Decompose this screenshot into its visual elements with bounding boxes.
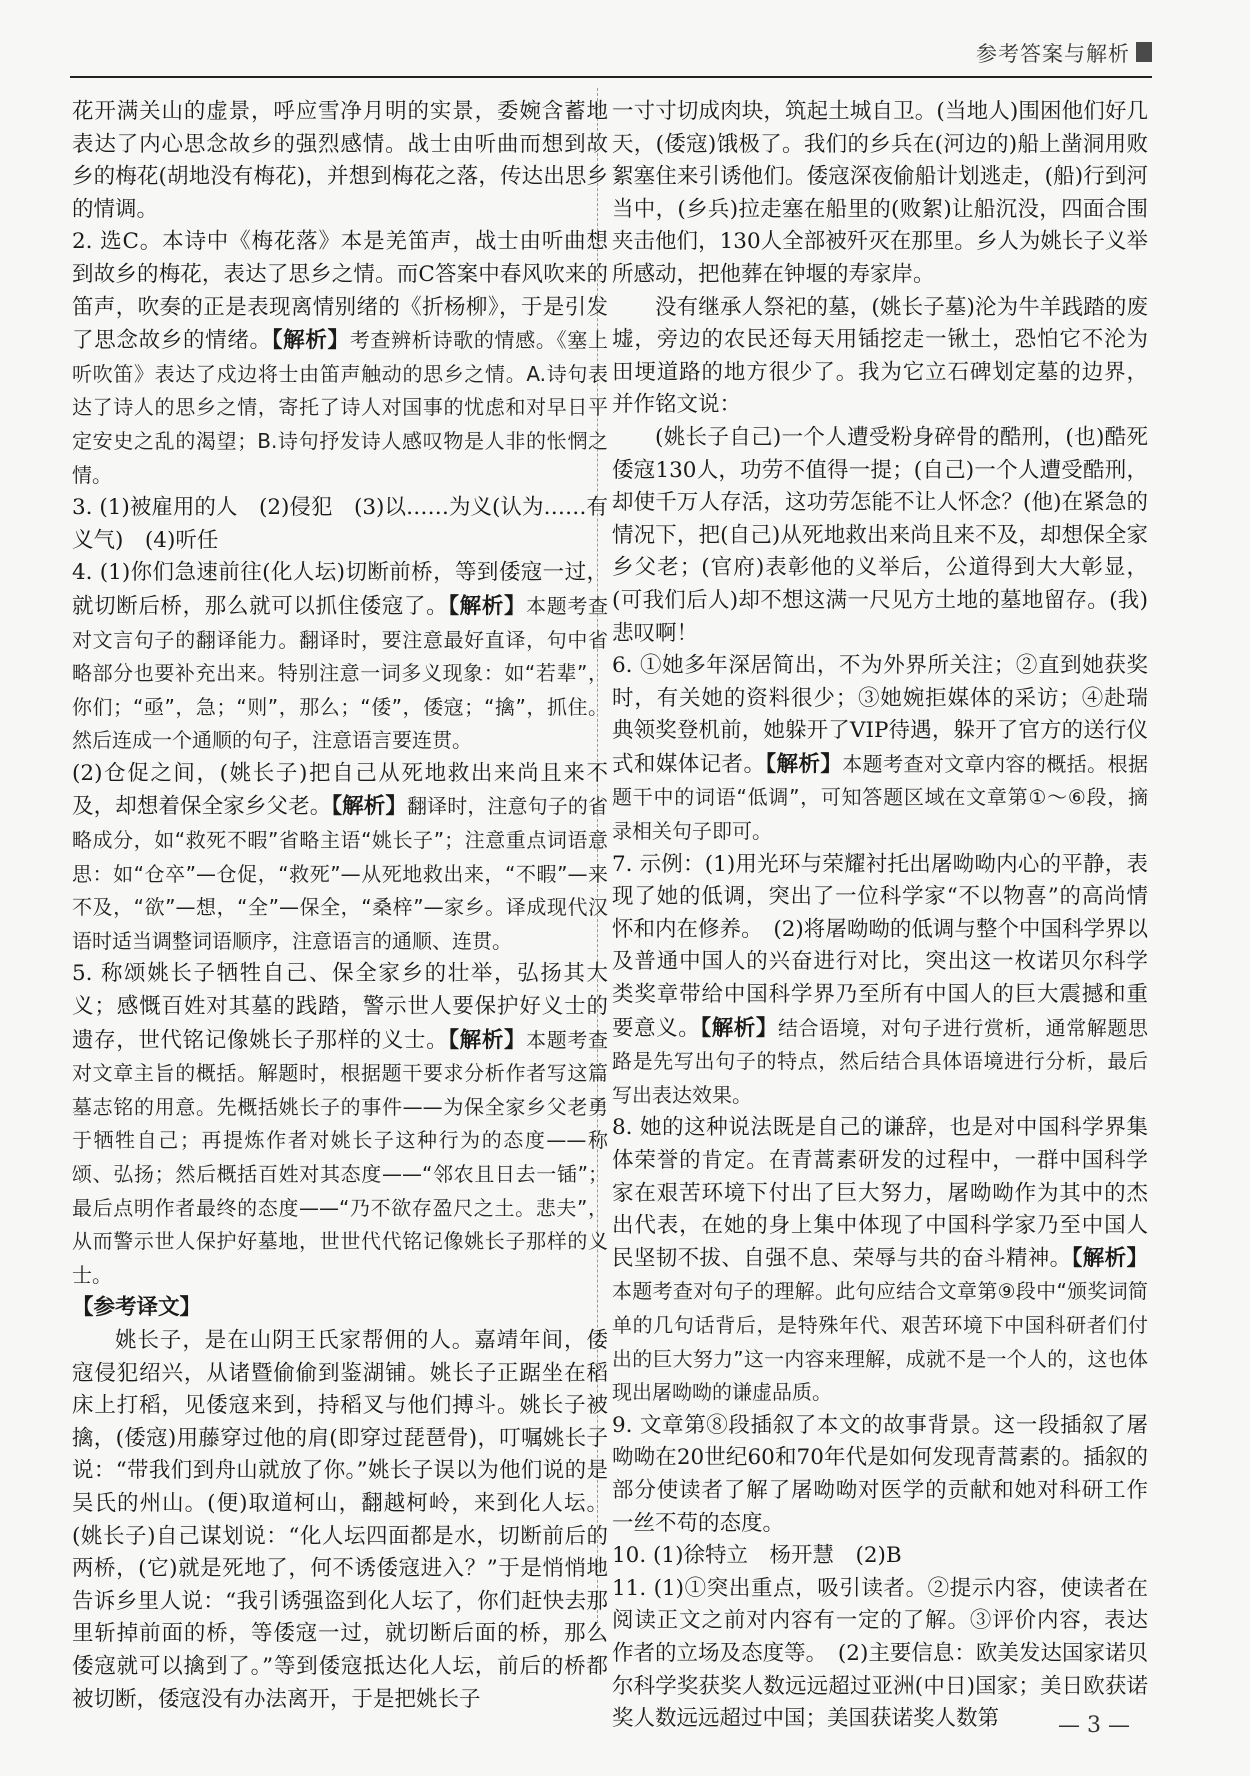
left-column bbox=[72, 96, 608, 1716]
answer-4-1: 4. (1)你们急速前往(化人坛)切断前桥，等到倭寇一过，就切断后桥，那么就可以抓住倭寇了。【解析】本题考查对文言句子的翻译能力。翻译时，要注意最好直译，句中省略部分也要补充出来。特别注意一词多义现象：如“若辈”，你们；“亟”，急；“则”，那么；“倭”，倭寇；“擒”，抓住。然后连成一个通顺的句子，注意语言要连贯。 bbox=[72, 560, 608, 753]
analysis-tag: 【解析】 bbox=[700, 1015, 778, 1041]
header-title: 参考答案与解析 bbox=[976, 42, 1130, 66]
right-column bbox=[612, 96, 1148, 1736]
page-header bbox=[70, 36, 1152, 72]
translation-paragraph-2: 没有继承人祭祀的墓，(姚长子墓)沦为牛羊践踏的废墟，旁边的农民还每天用锸挖走一锹土，恐怕它不沦为田埂道路的地方很少了。我为它立石碑划定墓的边界，并作铭文说： bbox=[612, 294, 1148, 418]
translation-inscription: (姚长子自己)一个人遭受粉身碎骨的酷刑，(也)酷死倭寇130人，功劳不值得一提；(自己)一个人遭受酷刑，却使千万人存活，这功劳怎能不让人怀念？(他)在紧急的情况下，把(自己)从死地救出来尚且来不及，却想保全家乡父老；(官府)表彰他的义举后，公道得到大大彰显，(可我们后人)却不想这满一尺见方土地的墓地留存。(我)悲叹啊！ bbox=[612, 424, 1148, 646]
answer-8: 8. 她的这种说法既是自己的谦辞，也是对中国科学界集体荣誉的肯定。在青蒿素研发的过程中，一群中国科学家在艰苦环境下付出了巨大努力，屠呦呦作为其中的杰出代表，在她的身上集中体现了中国科学家乃至中国人民坚韧不拔、自强不息、荣辱与共的奋斗精神。【解析】本题考查对句子的理解。此句应结合文章第⑨段中“颁奖词简单的几句话背后，是特殊年代、艰苦环境下中国科研者们付出的巨大努力”这一内容来理解，成就不是一个人的，这也体现出屠呦呦的谦虚品质。 bbox=[612, 1115, 1148, 1405]
answer-5: 5. 称颂姚长子牺牲自己、保全家乡的壮举，弘扬其大义；感慨百姓对其墓的践踏，警示世人要保护好义士的遗存，世代铭记像姚长子那样的义士。【解析】本题考查对文章主旨的概括。解题时，根据题干要求分析作者写这篇墓志铭的用意。先概括姚长子的事件——为保全家乡父老勇于牺牲自己；再提炼作者对姚长子这种行为的态度——称颂、弘扬；然后概括百姓对其态度——“邻农且日去一锸”；最后点明作者最终的态度——“乃不欲存盈尺之土。悲夫”，从而警示世人保护好墓地，世世代代铭记像姚长子那样的义士。 bbox=[72, 961, 608, 1287]
answer-7: 7. 示例：(1)用光环与荣耀衬托出屠呦呦内心的平静，表现了她的低调，突出了一位科学家“不以物喜”的高尚情怀和内在修养。 (2)将屠呦呦的低调与整个中国科学界以及普通中国人的兴奋进行对比，突出这一枚诺贝尔科学类奖章带给中国科学界乃至所有中国人的巨大震撼和重要意义。【解析】结合语境，对句子进行赏析，通常解题思路是先写出句子的特点，然后结合具体语境进行分析，最后写出表达效果。 bbox=[612, 851, 1148, 1107]
reference-translation-heading: 【参考译文】 bbox=[72, 1295, 202, 1321]
analysis-tag: 【解析】 bbox=[448, 593, 527, 619]
answer-10: 10. (1)徐特立 杨开慧 (2)B bbox=[612, 1543, 902, 1569]
translation-continued: 一寸寸切成肉块，筑起土城自卫。(当地人)围困他们好几天，(倭寇)饿极了。我们的乡兵在(河边的)船上凿洞用败絮塞住来引诱他们。倭寇深夜偷船计划逃走，(船)行到河当中，(乡兵)拉走塞在船里的(败絮)让船沉没，四面合围夹击他们，130人全部被歼灭在那里。乡人为姚长子义举所感动，把他葬在钟堰的寿家岸。 bbox=[612, 99, 1148, 287]
analysis-tag: 【解析】 bbox=[1071, 1245, 1148, 1271]
analysis-tag: 【解析】 bbox=[271, 328, 350, 354]
header-rule bbox=[70, 76, 1152, 78]
analysis-tag: 【解析】 bbox=[448, 1027, 527, 1053]
analysis-tag: 【解析】 bbox=[765, 751, 843, 777]
analysis-tag: 【解析】 bbox=[331, 794, 407, 820]
header-marker-block bbox=[1136, 42, 1152, 62]
answer-9: 9. 文章第⑧段插叙了本文的故事背景。这一段插叙了屠呦呦在20世纪60和70年代是如何发现青蒿素的。插叙的部分使读者了解了屠呦呦对医学的贡献和她对科研工作一丝不苟的态度。 bbox=[612, 1412, 1148, 1536]
answer-1-continued: 花开满关山的虚景，呼应雪净月明的实景，委婉含蓄地表达了内心思念故乡的强烈感情。战士由听曲而想到故乡的梅花(胡地没有梅花)，并想到梅花之落，传达出思乡的情调。 bbox=[72, 99, 608, 222]
answer-4-2: (2)仓促之间，(姚长子)把自己从死地救出来尚且来不及，却想着保全家乡父老。【解析】翻译时，注意句子的省略成分，如“救死不暇”省略主语“姚长子”；注意重点词语意思：如“仓卒”—仓促，“救死”—从死地救出来，“不暇”—来不及，“欲”—想，“全”—保全，“桑梓”—家乡。译成现代汉语时适当调整词语顺序，注意语言的通顺、连贯。 bbox=[72, 760, 608, 953]
reference-translation-text: 姚长子，是在山阴王氏家帮佣的人。嘉靖年间，倭寇侵犯绍兴，从诸暨偷偷到鉴湖铺。姚长子正踞坐在稻床上打稻，见倭寇来到，持稻叉与他们搏斗。姚长子被擒，(倭寇)用藤穿过他的肩(即穿过琵琶骨)，叮嘱姚长子说：“带我们到舟山就放了你。”姚长子误以为他们说的是吴氏的州山。(便)取道柯山，翻越柯岭，来到化人坛。(姚长子)自己谋划说：“化人坛四面都是水，切断前后的两桥，(它)就是死地了，何不诱倭寇进入？”于是悄悄地告诉乡里人说：“我引诱强盗到化人坛了，你们赶快去那里斩掉前面的桥，等倭寇一过，就切断后面的桥，那么倭寇就可以擒到了。”等到倭寇抵达化人坛，前后的桥都被切断，倭寇没有办法离开，于是把姚长子 bbox=[72, 1327, 608, 1712]
answer-11: 11. (1)①突出重点，吸引读者。②提示内容，使读者在阅读正文之前对内容有一定的了解。③评价内容，表达作者的立场及态度等。 (2)主要信息：欧美发达国家诺贝尔科学奖获奖人数远远超过亚洲(中日)国家；美日欧获诺奖人数远远超过中国；美国获诺奖人数第 bbox=[612, 1575, 1148, 1732]
answer-2: 2. 选C。本诗中《梅花落》本是羌笛声，战士由听曲想到故乡的梅花，表达了思乡之情。而C答案中春风吹来的笛声，吹奏的正是表现离情别绪的《折杨柳》，于是引发了思念故乡的情绪。【解析】考查辨析诗歌的情感。《塞上听吹笛》表达了戍边将士由笛声触动的思乡之情。A.诗句表达了诗人的思乡之情，寄托了诗人对国事的忧虑和对早日平定安史之乱的渴望；B.诗句抒发诗人感叹物是人非的怅惘之情。 bbox=[72, 229, 608, 487]
answer-6: 6. ①她多年深居简出，不为外界所关注；②直到她获奖时，有关她的资料很少；③她婉拒媒体的采访；④赴瑞典领奖登机前，她躲开了VIP待遇，躲开了官方的送行仪式和媒体记者。【解析】本题考查对文章内容的概括。根据题干中的词语“低调”，可知答题区域在文章第①～⑥段，摘录相关句子即可。 bbox=[612, 653, 1148, 844]
answer-3: 3. (1)被雇用的人 (2)侵犯 (3)以……为义(认为……有义气) (4)听任 bbox=[72, 495, 608, 553]
page-number: — 3 — bbox=[1058, 1713, 1130, 1738]
